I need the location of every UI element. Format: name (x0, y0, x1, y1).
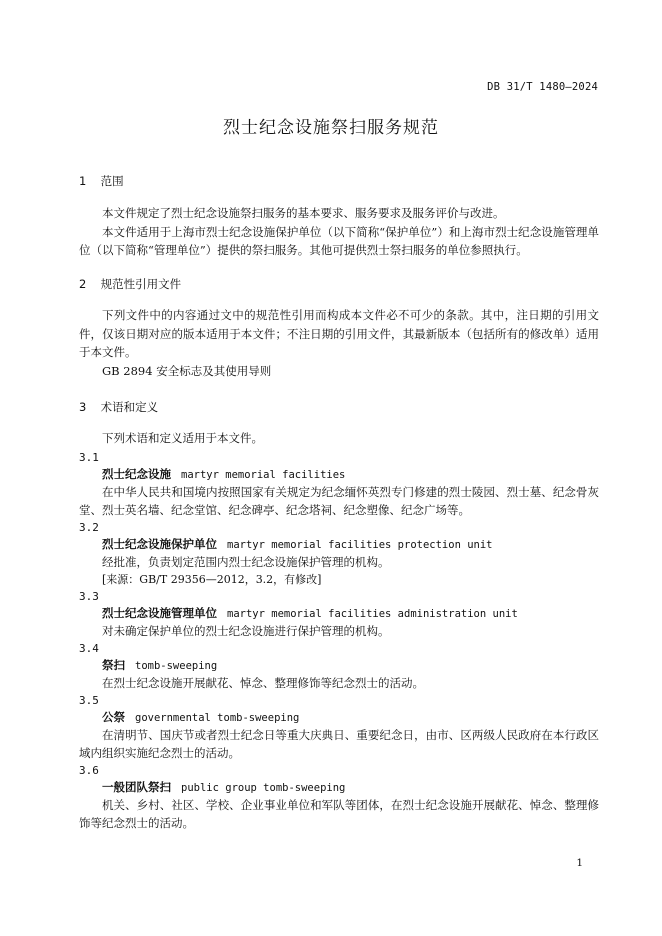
term-chinese: 一般团队祭扫 (102, 779, 171, 794)
section-number: 2 (79, 277, 87, 291)
term-chinese: 烈士纪念设施管理单位 (102, 605, 217, 620)
section-heading (79, 172, 599, 190)
term-english: martyr memorial facilities protection unit (227, 538, 493, 551)
term-number: 3.1 (79, 450, 99, 464)
section-title: 规范性引用文件 (100, 277, 182, 291)
section-title: 范围 (100, 174, 124, 188)
section-number: 1 (79, 174, 87, 188)
term-english: tomb-sweeping (135, 659, 218, 672)
section-scope (79, 172, 599, 190)
paragraph: 下列术语和定义适用于本文件。 (102, 431, 263, 445)
term-number: 3.6 (79, 763, 99, 777)
term-entry (79, 466, 599, 483)
section-terms-body (79, 429, 599, 832)
term-entry (79, 605, 599, 622)
term-english: governmental tomb-sweeping (135, 711, 300, 724)
standard-number: DB 31/T 1480—2024 (487, 81, 598, 93)
term-entry (79, 536, 599, 553)
term-number: 3.5 (79, 693, 99, 707)
term-number: 3.2 (79, 520, 99, 534)
term-definition: 机关、乡村、社区、学校、企业事业单位和军队等团体，在烈士纪念设施开展献花、悼念、整理修饰等纪念烈士的活动。 (79, 797, 599, 830)
section-heading (79, 275, 599, 293)
section-heading (79, 398, 599, 416)
term-chinese: 公祭 (102, 709, 125, 724)
section-terms (79, 398, 599, 416)
term-definition: 在中华人民共和国境内按照国家有关规定为纪念缅怀英烈专门修建的烈士陵园、烈士墓、纪念骨灰堂、烈士英名墙、纪念堂馆、纪念碑亭、纪念塔祠、纪念塑像、纪念广场等。 (79, 484, 599, 517)
term-english: martyr memorial facilities (181, 468, 346, 481)
term-number: 3.4 (79, 641, 99, 655)
term-definition: 在清明节、国庆节或者烈士纪念日等重大庆典日、重要纪念日，由市、区两级人民政府在本行政区域内组织实施纪念烈士的活动。 (79, 727, 599, 760)
section-normative-references (79, 275, 599, 293)
paragraph: 下列文件中的内容通过文中的规范性引用而构成本文件必不可少的条款。其中，注日期的引用文件，仅该日期对应的版本适用于本文件；不注日期的引用文件，其最新版本（包括所有的修改单）适用于本文件。 (79, 308, 599, 359)
term-number: 3.3 (79, 589, 99, 603)
term-english: martyr memorial facilities administration unit (227, 607, 518, 620)
document-title: 烈士纪念设施祭扫服务规范 (223, 118, 439, 138)
term-chinese: 烈士纪念设施保护单位 (102, 536, 217, 551)
term-english: public group tomb-sweeping (181, 781, 346, 794)
paragraph: 本文件规定了烈士纪念设施祭扫服务的基本要求、服务要求及服务评价与改进。 (102, 206, 505, 220)
term-definition: 在烈士纪念设施开展献花、悼念、整理修饰等纪念烈士的活动。 (102, 675, 424, 690)
reference-item: GB 2894 安全标志及其使用导则 (102, 363, 272, 378)
term-definition: 经批准，负责划定范围内烈士纪念设施保护管理的机构。 (102, 554, 390, 569)
term-entry (79, 779, 599, 796)
term-definition: 对未确定保护单位的烈士纪念设施进行保护管理的机构。 (102, 623, 390, 638)
term-chinese: 祭扫 (102, 657, 125, 672)
term-entry (79, 657, 599, 674)
section-normative-references-body (79, 306, 599, 380)
section-number: 3 (79, 400, 87, 414)
section-scope-body (79, 204, 599, 260)
section-title: 术语和定义 (100, 400, 159, 414)
term-entry (79, 709, 599, 726)
page-number: 1 (576, 857, 583, 869)
term-source: [来源：GB/T 29356—2012，3.2，有修改] (102, 572, 322, 586)
paragraph: 本文件适用于上海市烈士纪念设施保护单位（以下简称“保护单位”）和上海市烈士纪念设施管理单位（以下简称“管理单位”）提供的祭扫服务。其他可提供烈士祭扫服务的单位参照执行。 (79, 224, 599, 257)
term-chinese: 烈士纪念设施 (102, 466, 171, 481)
